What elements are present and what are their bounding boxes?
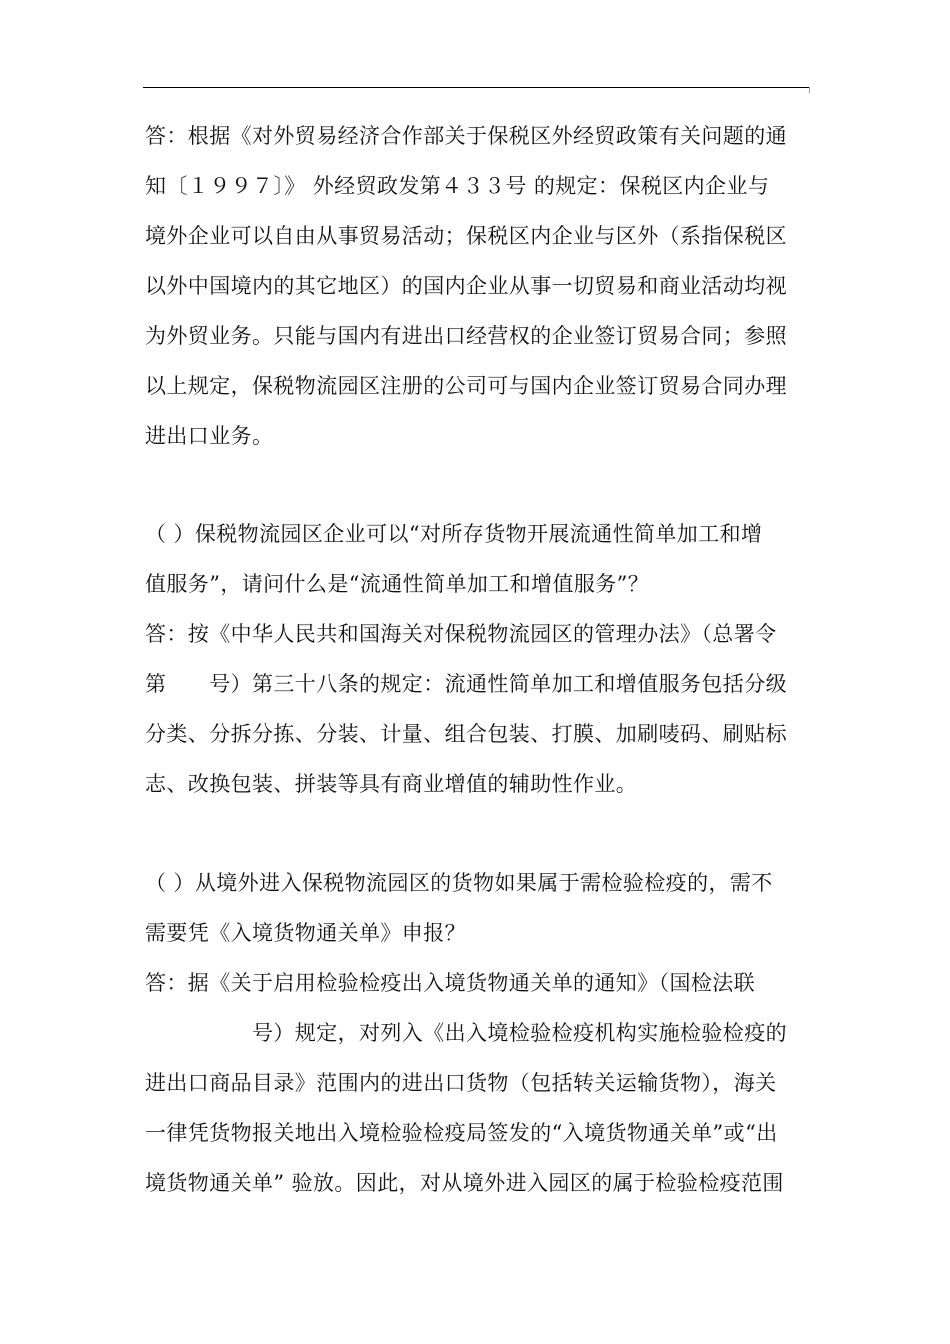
header-rule-end-mark xyxy=(809,87,810,93)
text-line: 答：据《关于启用检验检疫出入境货物通关单的通知》（国检法联 xyxy=(145,971,756,995)
text-line: 一律凭货物报关地出入境检验检疫局签发的“入境货物通关单”或“出 xyxy=(145,1121,778,1145)
question-line: （ ）从境外进入保税物流园区的货物如果属于需检验检疫的，需不 xyxy=(145,871,773,895)
question-line: （ ）保税物流园区企业可以“对所存货物开展流通性简单加工和增 xyxy=(145,522,763,546)
header-rule xyxy=(143,87,810,88)
text-line: 知〔１９９７〕》 外经贸政发第４３３号 的规定：保税区内企业与 xyxy=(145,174,770,198)
text-line: 境外企业可以自由从事贸易活动；保税区内企业与区外（系指保税区 xyxy=(145,224,787,248)
question-line: 需要凭《入境货物通关单》申报？ xyxy=(145,921,466,945)
text-line: 为外贸业务。只能与国内有进出口经营权的企业签订贸易合同；参照 xyxy=(145,324,787,348)
text-line: 答：按《中华人民共和国海关对保税物流园区的管理办法》（总署令 xyxy=(145,622,777,646)
text-line: 志、改换包装、拼装等具有商业增值的辅助性作业。 xyxy=(145,772,638,796)
text-line: 以外中国境内的其它地区）的国内企业从事一切贸易和商业活动均视 xyxy=(145,274,787,298)
text-line: 号）规定，对列入《出入境检验检疫机构实施检验检疫的 xyxy=(145,1021,787,1045)
text-line: 进出口商品目录》范围内的进出口货物（包括转关运输货物），海关 xyxy=(145,1071,777,1095)
text-line: 境货物通关单” 验放。因此，对从境外进入园区的属于检验检疫范围 xyxy=(145,1171,784,1195)
text-line: 进出口业务。 xyxy=(145,424,274,448)
text-line: 第 号）第三十八条的规定：流通性简单加工和增值服务包括分级 xyxy=(145,672,787,696)
text-line: 答：根据《对外贸易经济合作部关于保税区外经贸政策有关问题的通 xyxy=(145,124,787,148)
text-line: 分类、分拆分拣、分装、计量、组合包装、打膜、加刷唛码、刷贴标 xyxy=(145,722,787,746)
text-line: 以上规定，保税物流园区注册的公司可与国内企业签订贸易合同办理 xyxy=(145,374,787,398)
question-line: 值服务”，请问什么是“流通性简单加工和增值服务”？ xyxy=(145,572,650,596)
